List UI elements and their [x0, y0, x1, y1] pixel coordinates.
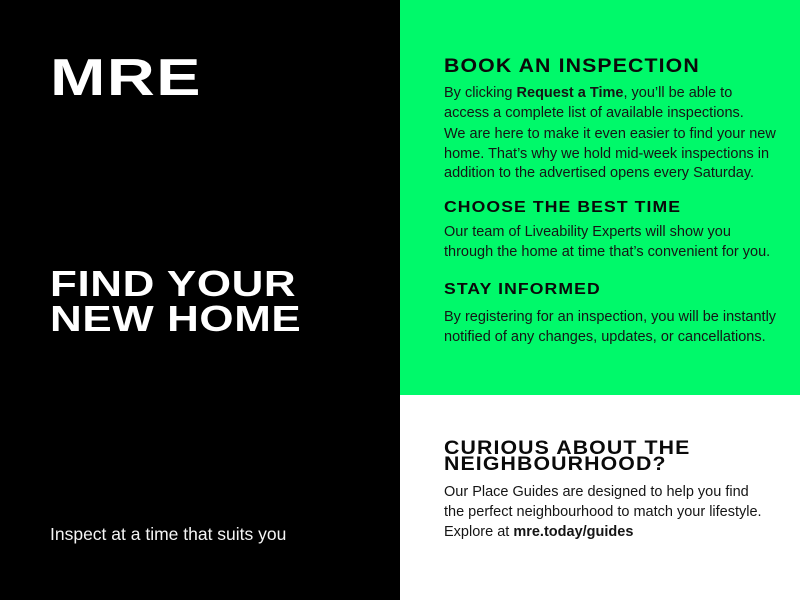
explore-prefix: Explore at [444, 524, 514, 540]
guides-link[interactable]: mre.today/guides [513, 524, 634, 540]
paragraph-liveability-experts: Our team of Liveability Experts will show you through the home at time that’s convenient for you. [444, 224, 771, 260]
section-heading-neighbourhood: CURIOUS ABOUT THE NEIGHBOURHOOD? [444, 438, 691, 475]
brand-logo: MRE [50, 49, 202, 107]
right-panel [400, 0, 800, 600]
main-headline: FIND YOUR NEW HOME [50, 263, 302, 339]
paragraph-midweek-inspections: We are here to make it even easier to find your new home. That’s why we hold mid-week inspections in addition to the advertised opens every Saturday. [444, 126, 776, 181]
section-heading-book-inspection: BOOK AN INSPECTION [444, 56, 700, 77]
section-heading-stay-informed: STAY INFORMED [444, 281, 601, 298]
paragraph-request-a-time: By clicking Request a Time, you’ll be able to access a complete list of available inspections. [444, 85, 744, 121]
tagline: Inspect at a time that suits you [50, 524, 287, 544]
paragraph-place-guides: Our Place Guides are designed to help you find the perfect neighbourhood to match your lifestyle. [444, 484, 762, 520]
paragraph-instant-notifications: By registering for an inspection, you will be instantly notified of any changes, updates, or cancellations. [444, 309, 777, 345]
section-heading-choose-time: CHOOSE THE BEST TIME [444, 199, 682, 216]
explore-line [444, 523, 633, 543]
